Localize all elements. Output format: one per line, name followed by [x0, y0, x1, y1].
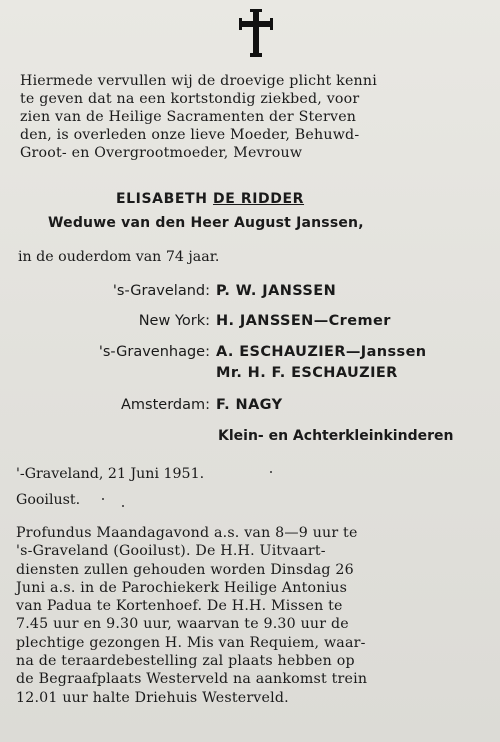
intro-line: zien van de Heilige Sacramenten der Sterven	[20, 109, 357, 125]
notice-line: Juni a.s. in de Parochiekerk Heilige Antonius	[16, 579, 348, 596]
notice-line: de Begraafplaats Westerveld na aankomst trein	[16, 671, 368, 688]
funeral-notice-paragraph	[16, 524, 367, 707]
family-person: H. JANSSEN—Cremer	[216, 313, 391, 329]
intro-line: Groot- en Overgrootmoeder, Mevrouw	[20, 145, 303, 161]
family-person: P. W. JANSSEN	[216, 283, 337, 299]
deceased-name	[116, 191, 304, 207]
notice-line: Profundus Maandagavond a.s. van 8—9 uur te	[16, 525, 358, 541]
family-place: 's-Gravenhage:	[98, 344, 210, 360]
family-person: F. NAGY	[216, 397, 283, 413]
widow-line: Weduwe van den Heer August Janssen,	[48, 215, 364, 231]
print-speck	[102, 498, 104, 500]
notice-line: diensten zullen gehouden worden Dinsdag 26	[16, 561, 354, 578]
family-place: Amsterdam:	[120, 397, 210, 413]
family-row	[0, 397, 500, 419]
notice-line: plechtige gezongen H. Mis van Requiem, waar-	[16, 634, 366, 651]
notice-line: 12.01 uur halte Driehuis Westerveld.	[16, 689, 289, 706]
deceased-last-name: DE RIDDER	[213, 191, 305, 207]
notice-line: na de teraardebestelling zal plaats hebben op	[16, 653, 355, 670]
notice-line: van Padua te Kortenhoef. De H.H. Missen te	[16, 598, 343, 615]
family-row	[0, 313, 500, 335]
family-row	[0, 365, 500, 387]
intro-line: Hiermede vervullen wij de droevige plicht kenni	[20, 73, 377, 89]
age-line: in de ouderdom van 74 jaar.	[18, 249, 220, 265]
family-row	[0, 283, 500, 305]
notice-line: 7.45 uur en 9.30 uur, waarvan te 9.30 uur de	[16, 616, 349, 633]
cross-icon	[238, 8, 274, 58]
intro-line: den, is overleden onze lieve Moeder, Behuwd-	[20, 127, 360, 143]
notice-line: 's-Graveland (Gooilust). De H.H. Uitvaart-	[16, 543, 326, 560]
intro-line: te geven dat na een kortstondig ziekbed, voor	[20, 91, 360, 107]
grandchildren-line: Klein- en Achterkleinkinderen	[218, 428, 454, 444]
deceased-first-name: ELISABETH	[116, 191, 208, 207]
date-line: '-Graveland, 21 Juni 1951.	[16, 466, 205, 482]
print-speck	[122, 505, 124, 507]
family-place: 's-Graveland:	[112, 283, 210, 299]
intro-paragraph	[20, 72, 377, 162]
print-speck	[270, 471, 272, 473]
location-line: Gooilust.	[16, 492, 81, 508]
family-place: New York:	[138, 313, 210, 329]
family-row	[0, 344, 500, 366]
family-person: A. ESCHAUZIER—Janssen	[216, 344, 427, 360]
family-person: Mr. H. F. ESCHAUZIER	[216, 365, 398, 381]
